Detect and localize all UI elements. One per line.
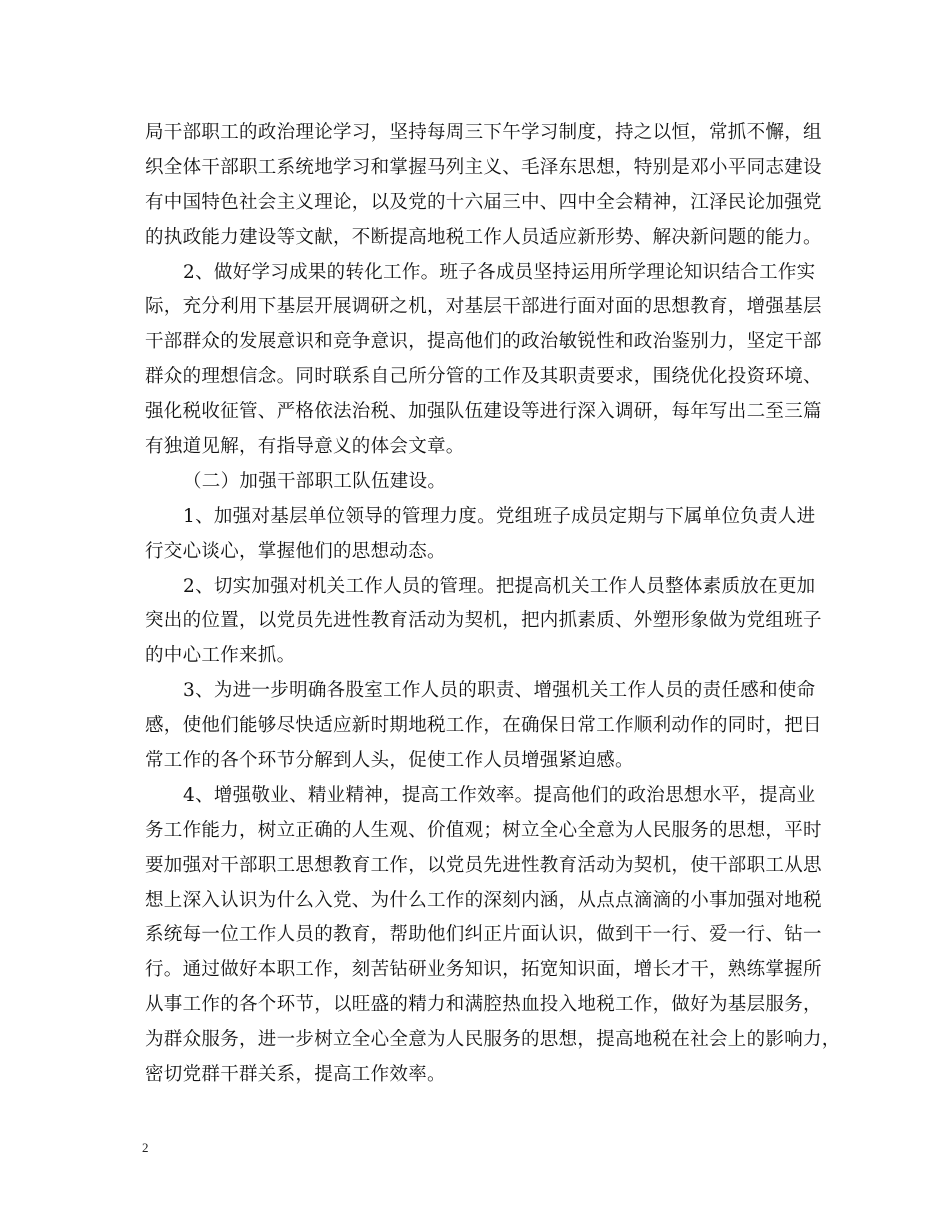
text-line: 1、加强对基层单位领导的管理力度。党组班子成员定期与下属单位负责人进 (183, 505, 816, 527)
text-line: 常工作的各个环节分解到人头，促使工作人员增强紧迫感。 (145, 750, 634, 772)
document-body (145, 116, 841, 1093)
page-number: 2 (142, 1140, 149, 1155)
text-line: 从事工作的各个环节，以旺盛的精力和满腔热血投入地税工作，做好为基层服务， (145, 994, 822, 1016)
text-line: 有独道见解，有指导意义的体会文章。 (145, 436, 465, 458)
text-line: 要加强对干部职工思想教育工作，以党员先进性教育活动为契机，使干部职工从思 (145, 854, 822, 876)
text-line: 密切党群干群关系，提高工作效率。 (145, 1064, 446, 1086)
text-line: 群众的理想信念。同时联系自己所分管的工作及其职责要求，围绕优化投资环境、 (145, 366, 822, 388)
text-line: 的执政能力建设等文献，不断提高地税工作人员适应新形势、解决新问题的能力。 (145, 226, 822, 248)
text-line: （二）加强干部职工队伍建设。 (183, 470, 447, 492)
text-line: 想上深入认识为什么入党、为什么工作的深刻内涵，从点点滴滴的小事加强对地税 (145, 889, 822, 911)
text-line: 际，充分利用下基层开展调研之机，对基层干部进行面对面的思想教育，增强基层 (145, 296, 822, 318)
text-line: 2、做好学习成果的转化工作。班子各成员坚持运用所学理论知识结合工作实 (183, 261, 816, 283)
text-line: 干部群众的发展意识和竞争意识，提高他们的政治敏锐性和政治鉴别力，坚定干部 (145, 331, 822, 353)
text-line: 为群众服务，进一步树立全心全意为人民服务的思想，提高地税在社会上的影响力， (145, 1029, 841, 1051)
text-line: 2、切实加强对机关工作人员的管理。把提高机关工作人员整体素质放在更加 (183, 575, 816, 597)
text-line: 4、增强敬业、精业精神，提高工作效率。提高他们的政治思想水平，提高业 (183, 784, 816, 806)
text-line: 务工作能力，树立正确的人生观、价值观；树立全心全意为人民服务的思想，平时 (145, 819, 822, 841)
text-line: 有中国特色社会主义理论，以及党的十六届三中、四中全会精神，江泽民论加强党 (145, 191, 822, 213)
text-line: 的中心工作来抓。 (145, 645, 296, 667)
text-line: 3、为进一步明确各股室工作人员的职责、增强机关工作人员的责任感和使命 (183, 680, 816, 702)
text-line: 强化税收征管、严格依法治税、加强队伍建设等进行深入调研，每年写出二至三篇 (145, 401, 822, 423)
text-line: 织全体干部职工系统地学习和掌握马列主义、毛泽东思想，特别是邓小平同志建设 (145, 156, 822, 178)
text-line: 系统每一位工作人员的教育，帮助他们纠正片面认识，做到干一行、爱一行、钻一 (145, 924, 822, 946)
text-line: 行交心谈心，掌握他们的思想动态。 (145, 540, 446, 562)
text-line: 行。通过做好本职工作，刻苦钻研业务知识，拓宽知识面，增长才干，熟练掌握所 (145, 959, 822, 981)
text-line: 突出的位置，以党员先进性教育活动为契机，把内抓素质、外塑形象做为党组班子 (145, 610, 822, 632)
text-line: 感，使他们能够尽快适应新时期地税工作，在确保日常工作顺利动作的同时，把日 (145, 715, 822, 737)
text-line: 局干部职工的政治理论学习，坚持每周三下午学习制度，持之以恒，常抓不懈，组 (145, 122, 822, 143)
